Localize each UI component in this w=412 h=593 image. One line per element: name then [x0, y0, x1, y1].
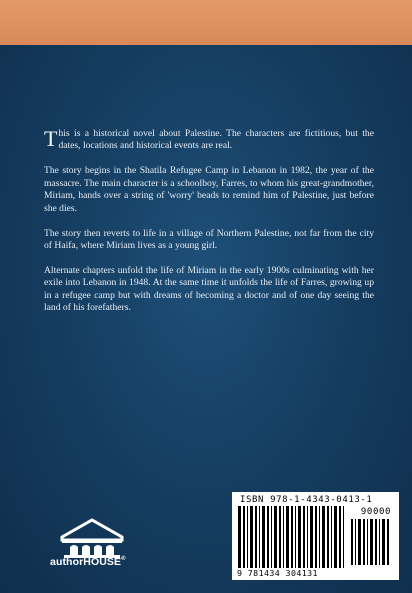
barcode-bar [310, 506, 313, 568]
barcode-bar [387, 519, 389, 565]
publisher-name [50, 556, 126, 568]
top-accent-band [0, 0, 412, 45]
blurb-paragraph-4: Alternate chapters unfold the life of Miriam in the early 1900s culminating with her exile into Lebanon in 1948. At the same time it unfolds the life of Farres, growing up in a refugee camp but with dreams of becoming a doctor and of one day seeing the land of his forefathers. [44, 265, 374, 314]
barcode-bar [255, 506, 257, 568]
blurb-paragraph-1 [44, 128, 374, 153]
barcode-bar [343, 506, 344, 568]
barcode-bar [243, 506, 245, 568]
barcode-bar [382, 519, 385, 565]
barcode-bar [307, 506, 308, 568]
barcode-bar [375, 519, 377, 565]
barcode-bars [236, 506, 348, 570]
barcode-bar [262, 506, 265, 568]
barcode-bar [358, 519, 361, 565]
drop-cap: T [44, 126, 58, 151]
barcode-bar [267, 506, 269, 568]
barcode-bar [319, 506, 320, 568]
price-barcode-bars [349, 519, 391, 567]
blurb-paragraph-2: The story begins in the Shatila Refugee Camp in Lebanon in 1982, the year of the massacre. The main character is a schoolboy, Farres, to whom his great-grandmother, Miriam, hands over a string of 'worry' beads to remind him of Palestine, just before she dies. [44, 165, 374, 214]
barcode-bar [355, 519, 356, 565]
barcode-bar [250, 506, 253, 568]
barcode-bar [259, 506, 260, 568]
barcode-bar [238, 506, 241, 568]
barcode-bar [370, 519, 373, 565]
barcode-bar [327, 506, 329, 568]
barcode-digits: 9 781434 304131 [237, 568, 318, 578]
price-code: 90000 [360, 507, 391, 517]
barcode-bar [274, 506, 277, 568]
barcode-bar [315, 506, 317, 568]
barcode-bar [379, 519, 380, 565]
barcode-bar [295, 506, 296, 568]
isbn-barcode [232, 492, 399, 580]
registered-mark: ® [121, 556, 126, 562]
blurb-paragraph-1-text: his is a historical novel about Palestine. The characters are fictitious, but the dates, locations and historical events are real. [58, 128, 374, 152]
barcode-bar [331, 506, 332, 568]
barcode-bar [334, 506, 337, 568]
barcode-bar [363, 519, 365, 565]
barcode-bar [303, 506, 305, 568]
barcode-bar [339, 506, 341, 568]
barcode-bar [351, 519, 353, 565]
blurb-paragraph-3: The story then reverts to life in a village of Northern Palestine, not far from the city of Haifa, where Miriam lives as a young girl. [44, 227, 374, 252]
barcode-bar [298, 506, 301, 568]
barcode-bar [322, 506, 325, 568]
barcode-bar [291, 506, 293, 568]
cover-blurb [44, 128, 374, 327]
publisher-name-text: authorHOUSE [50, 556, 122, 568]
barcode-bar [279, 506, 281, 568]
barcode-bar [283, 506, 284, 568]
barcode-bar [271, 506, 272, 568]
barcode-bar [367, 519, 368, 565]
barcode-bar [247, 506, 248, 568]
barcode-bar [286, 506, 289, 568]
isbn-label: ISBN 978-1-4343-0413-1 [240, 495, 373, 505]
